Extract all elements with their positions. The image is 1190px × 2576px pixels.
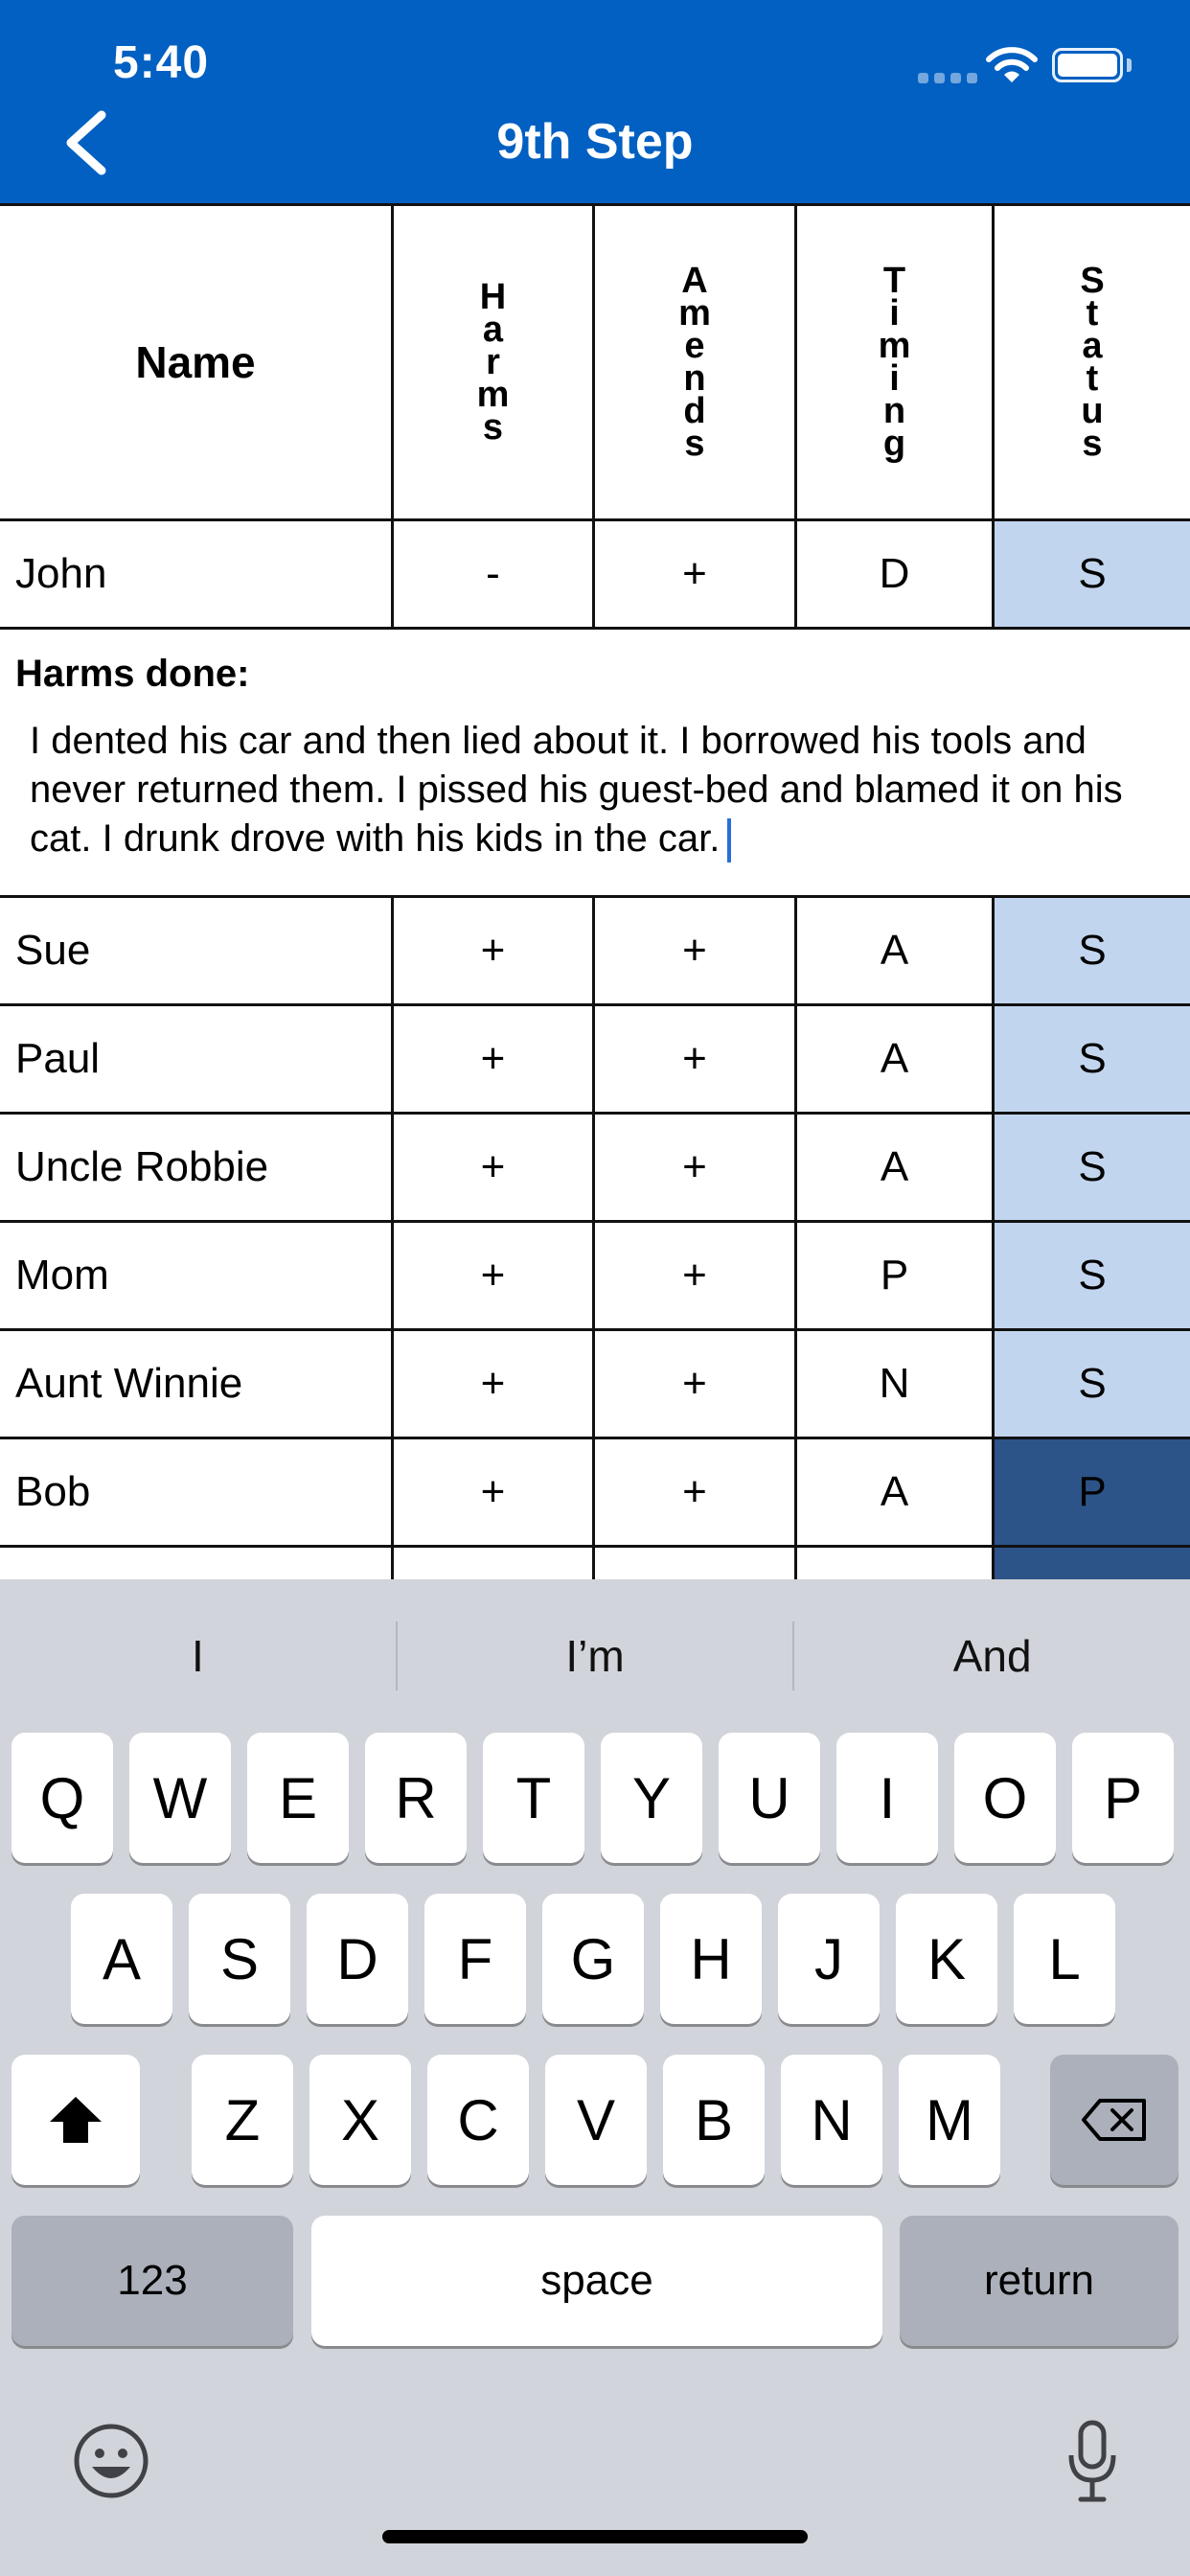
cell-timing[interactable]: A [797,1115,995,1220]
table-row[interactable] [0,521,1190,630]
cell-harms[interactable]: + [394,1006,595,1112]
key-z[interactable]: Z [192,2055,293,2185]
cellular-signal-icon [918,73,977,83]
cell-timing[interactable]: A [797,898,995,1003]
cell-harms[interactable]: + [394,1223,595,1328]
cell-name: Mom [0,1223,394,1328]
keyboard [0,1579,1190,2576]
key-i[interactable]: I [836,1733,938,1863]
key-x[interactable]: X [309,2055,411,2185]
key-n[interactable]: N [781,2055,882,2185]
cell-name: Sue [0,898,394,1003]
key-a[interactable]: A [71,1894,172,2024]
cell-amends[interactable]: + [595,1223,797,1328]
cell-harms[interactable]: + [394,1331,595,1437]
key-s[interactable]: S [189,1894,290,2024]
key-v[interactable]: V [545,2055,647,2185]
cell-timing[interactable]: P [797,1223,995,1328]
predictive-bar [0,1579,1190,1733]
table-row[interactable] [0,1439,1190,1548]
home-indicator [382,2530,808,2543]
key-m[interactable]: M [899,2055,1000,2185]
battery-icon [1052,48,1123,82]
cell-timing[interactable]: A [797,1439,995,1545]
table-row[interactable] [0,1006,1190,1115]
space-key[interactable]: space [311,2216,882,2346]
key-l[interactable]: L [1014,1894,1115,2024]
key-c[interactable]: C [427,2055,529,2185]
key-u[interactable]: U [719,1733,820,1863]
table-row[interactable] [0,1223,1190,1331]
key-e[interactable]: E [247,1733,349,1863]
cell-amends[interactable]: + [595,898,797,1003]
header-status[interactable] [995,206,1190,518]
cell-status[interactable]: S [995,1006,1190,1112]
key-o[interactable]: O [954,1733,1056,1863]
header-harms[interactable] [394,206,595,518]
cell-harms[interactable]: - [394,521,595,627]
key-q[interactable]: Q [11,1733,113,1863]
key-d[interactable]: D [307,1894,408,2024]
header-status-label: S t a t u s [1080,261,1105,464]
cell-name: Paul [0,1006,394,1112]
key-j[interactable]: J [778,1894,880,2024]
table-row[interactable] [0,1331,1190,1439]
key-t[interactable]: T [483,1733,584,1863]
cell-status[interactable]: S [995,1223,1190,1328]
cell-status[interactable]: S [995,1115,1190,1220]
cell-status[interactable]: S [995,1331,1190,1437]
cell-name: Bob [0,1439,394,1545]
cell-harms[interactable]: + [394,1115,595,1220]
battery-tip [1127,58,1132,72]
cell-status[interactable]: S [995,898,1190,1003]
amends-table [0,203,1190,1656]
key-h[interactable]: H [660,1894,762,2024]
page-title: 9th Step [496,114,694,170]
cell-timing[interactable]: D [797,521,995,627]
microphone-icon[interactable] [1065,2419,1119,2505]
key-w[interactable]: W [129,1733,231,1863]
table-header-row [0,203,1190,521]
header-amends-label: A m e n d s [678,261,711,464]
cell-amends[interactable]: + [595,1115,797,1220]
cell-harms[interactable]: + [394,898,595,1003]
suggestion-2[interactable]: I’m [565,1631,625,1681]
header-timing-label: T i m i n g [878,261,911,464]
cell-amends[interactable]: + [595,1006,797,1112]
backspace-key[interactable] [1050,2055,1179,2185]
status-time: 5:40 [113,37,210,88]
harms-detail-panel [0,630,1190,898]
header-name[interactable]: Name [0,206,394,518]
backspace-icon [1081,2098,1148,2142]
cell-name: Aunt Winnie [0,1331,394,1437]
table-row[interactable] [0,1115,1190,1223]
cell-name: Uncle Robbie [0,1115,394,1220]
key-k[interactable]: K [896,1894,997,2024]
cell-amends[interactable]: + [595,1439,797,1545]
key-f[interactable]: F [424,1894,526,2024]
cell-status[interactable]: P [995,1439,1190,1545]
cell-amends[interactable]: + [595,1331,797,1437]
emoji-icon[interactable] [73,2423,149,2499]
harms-detail-text: I dented his car and then lied about it. I borrowed his tools and never returned them. I pissed his guest-bed and blamed it on his cat. I drunk drove with his kids in the car. [30,720,1123,860]
numbers-key[interactable]: 123 [11,2216,293,2346]
text-cursor [727,818,731,862]
cell-timing[interactable]: A [797,1006,995,1112]
key-y[interactable]: Y [601,1733,702,1863]
key-r[interactable]: R [365,1733,467,1863]
return-key[interactable]: return [900,2216,1179,2346]
wifi-icon [985,46,1039,84]
header-timing[interactable] [797,206,995,518]
key-p[interactable]: P [1072,1733,1174,1863]
cell-name: John [0,521,394,627]
cell-timing[interactable]: N [797,1331,995,1437]
key-b[interactable]: B [663,2055,765,2185]
key-g[interactable]: G [542,1894,644,2024]
table-row[interactable] [0,898,1190,1006]
suggestion-1[interactable]: I [191,1631,204,1681]
suggestion-3[interactable]: And [952,1631,1032,1681]
cell-amends[interactable]: + [595,521,797,627]
header-amends[interactable] [595,206,797,518]
harms-detail-textarea[interactable] [15,717,1175,863]
shift-icon [48,2095,103,2145]
header-harms-label: H a r m s [476,277,510,448]
nav-header [0,0,1190,203]
shift-key[interactable] [11,2055,140,2185]
harms-detail-title: Harms done: [15,653,250,695]
cell-status[interactable]: S [995,521,1190,627]
cell-harms[interactable]: + [394,1439,595,1545]
